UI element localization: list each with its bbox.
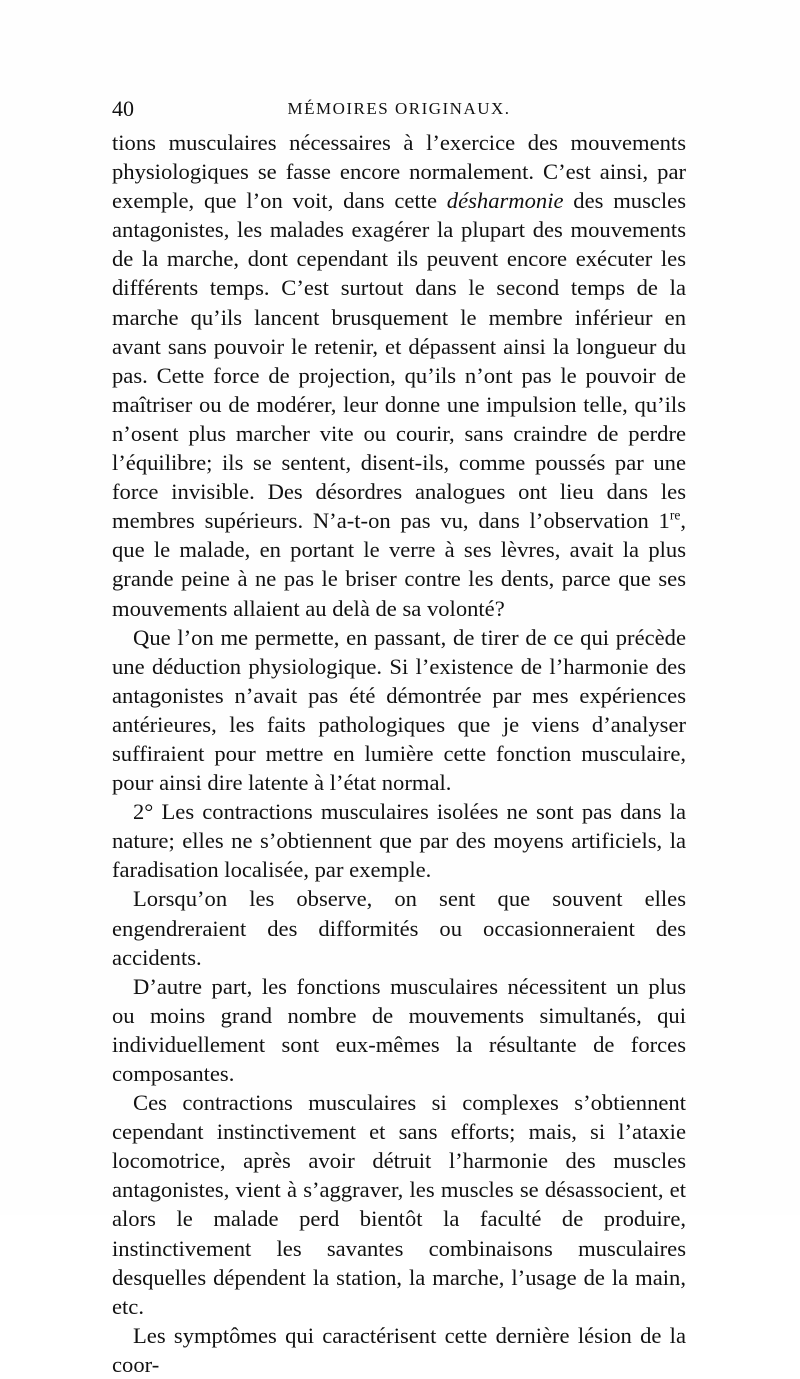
paragraph-1-text-end: , que le malade, en portant le verre à ses lèvres, avait la plus grande peine à ne pas le briser contre les dents, parce que ses mouvements allaient au delà de sa volonté?	[112, 508, 686, 621]
paragraph-2: Que l’on me permette, en passant, de tirer de ce qui précède une déduction physiologique. Si l’existence de l’harmonie des antagonistes n’avait pas été démontrée par mes expériences antérieures, les faits pathologiques que je viens d’analyser suffiraient pour mettre en lumière cette fonction musculaire, pour ainsi dire latente à l’état normal.	[112, 624, 686, 796]
paragraph-1-text-middle: des muscles antagonistes, les malades exagérer la plupart des mouvements de la marche, dont cependant ils peuvent encore exécuter les différents temps. C’est surtout dans le second temps de la marche qu’ils lancent brusquement le membre inférieur en avant sans pouvoir le retenir, et dépassent ainsi la longueur du pas. Cette force de projection, qu’ils n’ont pas le pouvoir de maîtriser ou de modérer, leur donne une impulsion telle, qu’ils n’osent plus marcher vite ou courir, sans craindre de perdre l’équilibre; ils se sentent, disent-ils, comme poussés par une force invisible. Des désordres analogues ont lieu dans les membres supérieurs. N’a-t-on pas vu, dans l’observation 1	[112, 188, 686, 534]
running-title: MÉMOIRES ORIGINAUX.	[287, 99, 511, 118]
page-header	[112, 96, 686, 122]
paragraph-7: Les symptômes qui caractérisent cette dernière lésion de la coor-	[112, 1322, 686, 1377]
page-number: 40	[112, 96, 134, 121]
paragraph-1-text-start: tions musculaires nécessaires à l’exercice des mouvements physiologiques se fasse encore normalement. C’est ainsi, par exemple, que l’on voit, dans cette	[112, 130, 686, 214]
paragraph-3: 2° Les contractions musculaires isolées ne sont pas dans la nature; elles ne s’obtiennent que par des moyens artificiels, la faradisation localisée, par exemple.	[112, 799, 686, 883]
body-text	[112, 128, 686, 1379]
paragraph-6: Ces contractions musculaires si complexes s’obtiennent cependant instinctivement et sans efforts; mais, si l’ataxie locomotrice, après avoir détruit l’harmonie des muscles antagonistes, vient à s’aggraver, les muscles se désassocient, et alors le malade perd bientôt la faculté de produire, instinctivement les savantes combinaisons musculaires desquelles dépendent la station, la marche, l’usage de la main, etc.	[112, 1090, 686, 1319]
observation-superscript: re	[669, 507, 681, 523]
paragraph-5: D’autre part, les fonctions musculaires nécessitent un plus ou moins grand nombre de mouvements simultanés, qui individuellement sont eux-mêmes la résultante de forces composantes.	[112, 973, 686, 1086]
paragraph-1	[112, 128, 686, 623]
emphasized-term: désharmonie	[446, 188, 564, 214]
paragraph-4: Lorsqu’on les observe, on sent que souvent elles engendreraient des difformités ou occasionneraient des accidents.	[112, 886, 686, 970]
